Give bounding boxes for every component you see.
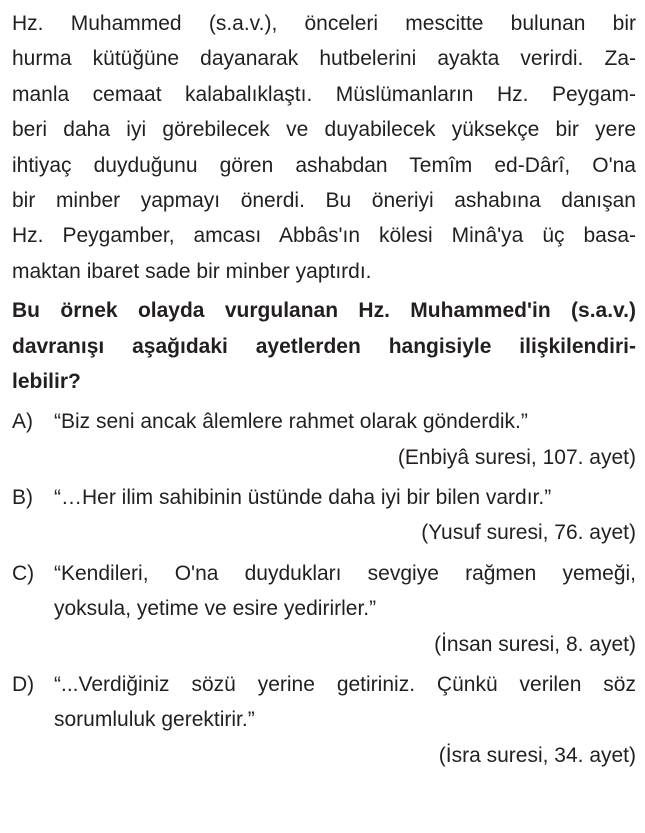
- option-letter: C): [12, 561, 35, 585]
- option-source: (Yusuf suresi, 76. ayet): [421, 521, 636, 545]
- passage-line: Hz. Peygamber, amcası Abbâs'ın kölesi Minâ'ya üç basa-: [12, 224, 636, 248]
- option-source: (İsra suresi, 34. ayet): [438, 743, 636, 767]
- option-letter: B): [12, 486, 33, 510]
- option-letter: A): [12, 410, 33, 434]
- passage-line: ihtiyaç duyduğunu gören ashabdan Temîm ed-Dârî, O'na: [12, 153, 636, 177]
- passage-line: Hz. Muhammed (s.a.v.), önceleri mescitte bulunan bir: [12, 12, 636, 35]
- passage: [12, 6, 636, 289]
- option-source: (Enbiyâ suresi, 107. ayet): [397, 445, 636, 469]
- passage-line: manla cemaat kalabalıklaştı. Müslümanların Hz. Peygam-: [12, 82, 636, 106]
- question-line: davranışı aşağıdaki ayetlerden hangisiyle ilişkilendiri-: [12, 334, 636, 358]
- question-line: lebilir?: [12, 369, 81, 393]
- option-text: “…Her ilim sahibinin üstünde daha iyi bir bilen vardır.”: [54, 486, 552, 510]
- option-text: “Biz seni ancak âlemlere rahmet olarak gönderdik.”: [54, 410, 528, 434]
- passage-line: beri daha iyi görebilecek ve duyabilecek yüksekçe bir yere: [12, 118, 636, 142]
- option-b[interactable]: [12, 480, 636, 551]
- question-page: [12, 6, 636, 773]
- passage-line: hurma kütüğüne dayanarak hutbelerini ayakta verirdi. Za-: [12, 47, 636, 71]
- option-text: yoksula, yetime ve esire yedirirler.”: [54, 597, 377, 621]
- question-line: Bu örnek olayda vurgulanan Hz. Muhammed'in (s.a.v.): [12, 299, 636, 323]
- option-text: “Kendileri, O'na duydukları sevgiye rağmen yemeği,: [54, 561, 636, 585]
- option-a[interactable]: [12, 404, 636, 475]
- option-text: sorumluluk gerektirir.”: [54, 708, 255, 732]
- option-source: (İnsan suresi, 8. ayet): [434, 632, 636, 656]
- option-letter: D): [12, 673, 35, 697]
- option-text: “...Verdiğiniz sözü yerine getiriniz. Çünkü verilen söz: [54, 673, 636, 697]
- option-d[interactable]: [12, 667, 636, 773]
- passage-line: maktan ibaret sade bir minber yaptırdı.: [12, 259, 372, 283]
- question-stem: [12, 293, 636, 399]
- passage-line: bir minber yapmayı önerdi. Bu öneriyi ashabına danışan: [12, 188, 636, 212]
- option-c[interactable]: [12, 556, 636, 662]
